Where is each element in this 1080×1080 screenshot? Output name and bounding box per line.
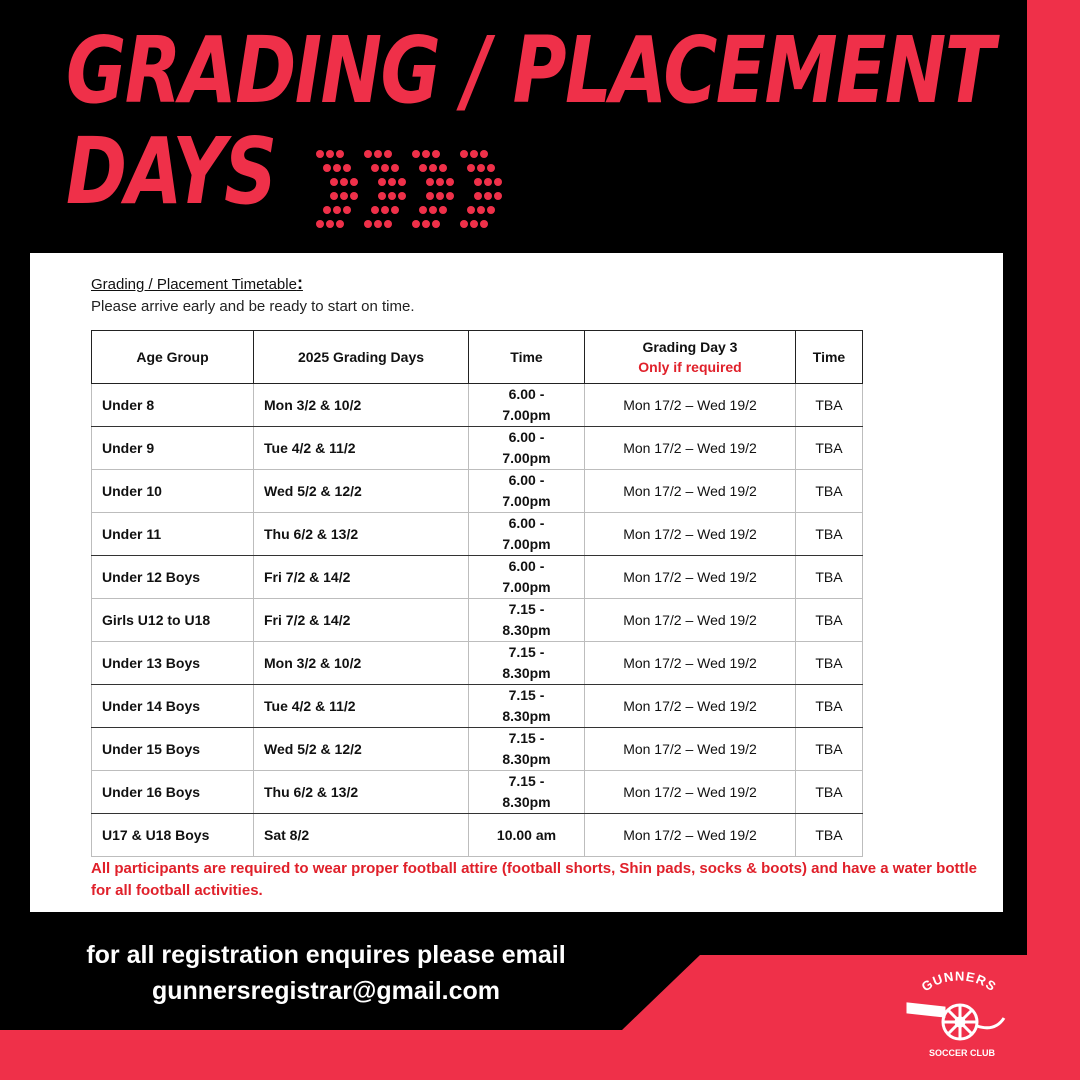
cell-grading-days: Wed 5/2 & 12/2 — [254, 470, 469, 513]
cell-day3-time: TBA — [796, 427, 863, 470]
cell-time: 7.15 - 8.30pm — [469, 642, 585, 685]
cell-day3: Mon 17/2 – Wed 19/2 — [585, 427, 796, 470]
cell-age-group: Under 12 Boys — [92, 556, 254, 599]
cell-age-group: Under 13 Boys — [92, 642, 254, 685]
cell-day3-time: TBA — [796, 384, 863, 427]
cell-day3: Mon 17/2 – Wed 19/2 — [585, 814, 796, 857]
table-row — [92, 685, 863, 728]
cell-day3-time: TBA — [796, 814, 863, 857]
cell-day3-time: TBA — [796, 470, 863, 513]
column-header-day3: Grading Day 3 Only if required — [585, 331, 796, 384]
table-row — [92, 470, 863, 513]
contact-email[interactable]: gunnersregistrar@gmail.com — [151, 977, 501, 1005]
cell-age-group: Under 9 — [92, 427, 254, 470]
cell-grading-days: Tue 4/2 & 11/2 — [254, 427, 469, 470]
cell-day3: Mon 17/2 – Wed 19/2 — [585, 556, 796, 599]
table-row — [92, 556, 863, 599]
table-row — [92, 427, 863, 470]
cell-day3-time: TBA — [796, 642, 863, 685]
cell-age-group: Girls U12 to U18 — [92, 599, 254, 642]
cell-time: 6.00 - 7.00pm — [469, 427, 585, 470]
cell-grading-days: Wed 5/2 & 12/2 — [254, 728, 469, 771]
club-logo — [900, 970, 1020, 1065]
cell-time: 7.15 - 8.30pm — [469, 728, 585, 771]
cell-time: 6.00 - 7.00pm — [469, 513, 585, 556]
column-header-time2: Time — [796, 331, 863, 384]
cell-day3: Mon 17/2 – Wed 19/2 — [585, 771, 796, 814]
only-if-required-note: Only if required — [638, 359, 742, 375]
cell-day3-time: TBA — [796, 556, 863, 599]
cell-time: 7.15 - 8.30pm — [469, 599, 585, 642]
cell-time: 6.00 - 7.00pm — [469, 556, 585, 599]
cell-day3: Mon 17/2 – Wed 19/2 — [585, 470, 796, 513]
cell-day3-time: TBA — [796, 513, 863, 556]
logo-bottom-text: SOCCER CLUB — [928, 1048, 996, 1058]
table-row — [92, 599, 863, 642]
cell-day3: Mon 17/2 – Wed 19/2 — [585, 642, 796, 685]
attire-notice: All participants are required to wear proper football attire (football shorts, Shin pads, socks & boots) and have a water bottle for all football activities. — [91, 860, 977, 899]
cell-time: 10.00 am — [469, 814, 585, 857]
column-header-age-group: Age Group — [92, 331, 254, 384]
cell-grading-days: Thu 6/2 & 13/2 — [254, 771, 469, 814]
cell-time: 6.00 - 7.00pm — [469, 470, 585, 513]
cell-time: 6.00 - 7.00pm — [469, 384, 585, 427]
cell-age-group: Under 8 — [92, 384, 254, 427]
logo-top-text: GUNNERS — [918, 970, 1000, 995]
chevron-dots-icon — [312, 148, 512, 243]
table-header-row — [92, 331, 863, 384]
cell-day3: Mon 17/2 – Wed 19/2 — [585, 384, 796, 427]
cell-day3: Mon 17/2 – Wed 19/2 — [585, 599, 796, 642]
contact-line: for all registration enquires please email — [86, 941, 566, 969]
cell-day3-time: TBA — [796, 685, 863, 728]
contact-info — [0, 937, 652, 1009]
cell-time: 7.15 - 8.30pm — [469, 771, 585, 814]
cell-day3-time: TBA — [796, 728, 863, 771]
table-row — [92, 814, 863, 857]
cell-age-group: Under 15 Boys — [92, 728, 254, 771]
page-title-line1: GRADING / PLACEMENT — [66, 17, 994, 124]
table-row — [92, 384, 863, 427]
cell-age-group: Under 10 — [92, 470, 254, 513]
table-row — [92, 513, 863, 556]
cell-age-group: Under 11 — [92, 513, 254, 556]
column-header-time: Time — [469, 331, 585, 384]
cell-grading-days: Fri 7/2 & 14/2 — [254, 556, 469, 599]
timetable-table — [91, 330, 863, 857]
cell-grading-days: Sat 8/2 — [254, 814, 469, 857]
cell-day3-time: TBA — [796, 771, 863, 814]
table-row — [92, 642, 863, 685]
cell-time: 7.15 - 8.30pm — [469, 685, 585, 728]
timetable-heading: Grading / Placement Timetable: — [91, 273, 303, 293]
column-header-grading-days: 2025 Grading Days — [254, 331, 469, 384]
cell-grading-days: Fri 7/2 & 14/2 — [254, 599, 469, 642]
page-title-line2: DAYS — [66, 118, 276, 225]
timetable-subtitle: Please arrive early and be ready to start on time. — [91, 298, 415, 315]
cell-grading-days: Tue 4/2 & 11/2 — [254, 685, 469, 728]
cell-age-group: U17 & U18 Boys — [92, 814, 254, 857]
cell-age-group: Under 16 Boys — [92, 771, 254, 814]
cell-day3: Mon 17/2 – Wed 19/2 — [585, 513, 796, 556]
cell-grading-days: Mon 3/2 & 10/2 — [254, 384, 469, 427]
table-row — [92, 728, 863, 771]
cell-age-group: Under 14 Boys — [92, 685, 254, 728]
cell-day3: Mon 17/2 – Wed 19/2 — [585, 728, 796, 771]
svg-text:GUNNERS — [919, 970, 1000, 994]
cell-day3-time: TBA — [796, 599, 863, 642]
cannon-icon — [908, 1004, 1004, 1039]
table-row — [92, 771, 863, 814]
cell-grading-days: Thu 6/2 & 13/2 — [254, 513, 469, 556]
cell-grading-days: Mon 3/2 & 10/2 — [254, 642, 469, 685]
timetable-panel — [30, 253, 1003, 912]
cell-day3: Mon 17/2 – Wed 19/2 — [585, 685, 796, 728]
